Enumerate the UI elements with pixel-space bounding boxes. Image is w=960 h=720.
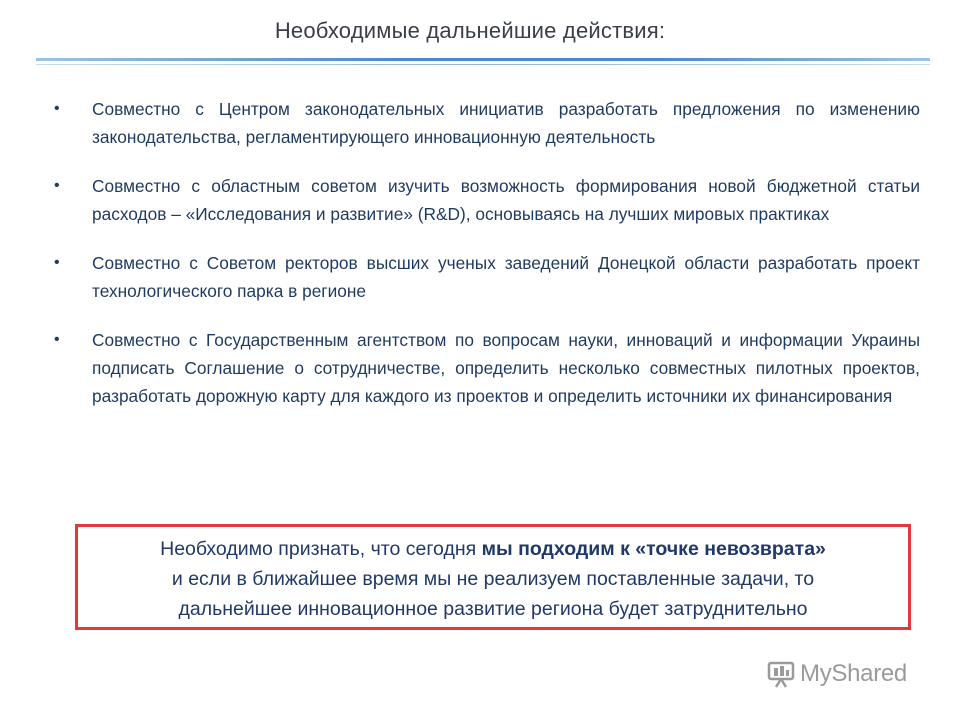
watermark-logo bbox=[766, 658, 907, 690]
list-item bbox=[54, 95, 920, 151]
warning-line-1-text: Необходимо признать, что сегодня bbox=[160, 538, 482, 560]
title-divider bbox=[36, 58, 930, 61]
slide-title: Необходимые дальнейшие действия: bbox=[274, 18, 666, 43]
warning-callout bbox=[75, 524, 911, 630]
bullet-marker: • bbox=[54, 100, 60, 117]
bullet-list bbox=[54, 95, 920, 431]
list-item bbox=[54, 172, 920, 228]
title-divider-thin bbox=[36, 64, 930, 65]
warning-line-2: и если в ближайшее время мы не реализуем поставленные задачи, то bbox=[171, 568, 815, 590]
bullet-marker: • bbox=[54, 254, 60, 271]
bullet-text: Совместно с Советом ректоров высших ученых заведений Донецкой области разработать проект технологического парка в регионе bbox=[92, 253, 920, 301]
bullet-text: Совместно с Центром законодательных инициатив разработать предложения по изменению законодательства, регламентирующего инновационную деятельность bbox=[92, 99, 920, 147]
bullet-marker: • bbox=[54, 177, 60, 194]
watermark-text: MyShared bbox=[800, 660, 907, 687]
bullet-text: Совместно с Государственным агентством по вопросам науки, инноваций и информации Украины подписать Соглашение о сотрудничестве, определить несколько совместных пилотных проектов, разработать дорожную карту для каждого из проектов и определить источники их финансирования bbox=[92, 330, 920, 406]
warning-emphasis: мы подходим к «точке невозврата» bbox=[481, 538, 826, 560]
list-item bbox=[54, 326, 920, 410]
warning-line-3: дальнейшее инновационное развитие региона будет затруднительно bbox=[178, 598, 808, 620]
bullet-marker: • bbox=[54, 331, 60, 348]
list-item bbox=[54, 249, 920, 305]
bullet-text: Совместно с областным советом изучить возможность формирования новой бюджетной статьи расходов – «Исследования и развитие» (R&D), основываясь на лучших мировых практиках bbox=[92, 176, 920, 224]
presentation-board-icon bbox=[766, 659, 796, 689]
warning-line-1 bbox=[78, 534, 908, 564]
